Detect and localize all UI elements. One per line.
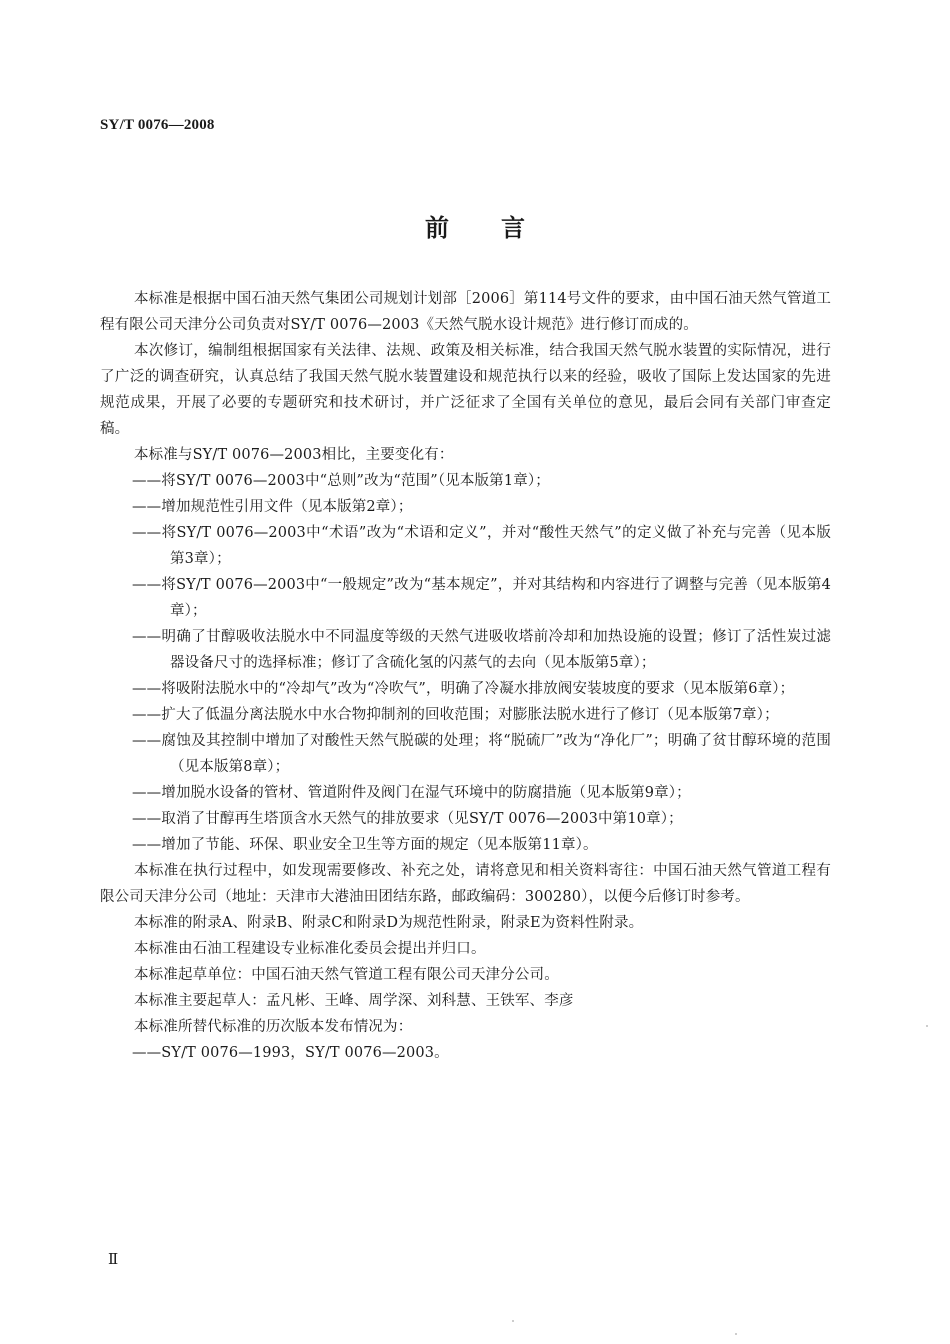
change-item: ——增加规范性引用文件（见本版第2章）； (132, 499, 413, 515)
scan-speck (735, 1333, 737, 1335)
paragraph-history-intro: 本标准所替代标准的历次版本发布情况为： (134, 1019, 413, 1035)
change-item: ——将SY/T 0076—2003中“总则”改为“范围”（见本版第1章）； (132, 473, 550, 489)
paragraph-revision-process: 本次修订，编制组根据国家有关法律、法规、政策及相关标准，结合我国天然气脱水装置的实际情况，进行了广泛的调查研究，认真总结了我国天然气脱水装置建设和规范执行以来的经验，吸收了国际上发达国家的先进规范成果，开展了必要的专题研究和技术研讨，并广泛征求了全国有关单位的意见，最后会同有关部门审查定稿。 (100, 343, 831, 437)
paragraph-basis: 本标准是根据中国石油天然气集团公司规划计划部［2006］第114号文件的要求，由中国石油天然气管道工程有限公司天津分公司负责对SY/T 0076—2003《天然气脱水设计规范》进行修订而成的。 (100, 291, 831, 333)
scan-speck (512, 1320, 514, 1322)
paragraph-drafters: 本标准主要起草人：孟凡彬、王峰、周学深、刘科慧、王铁军、李彦 (134, 993, 574, 1009)
standard-code: SY/T 0076—2008 (100, 117, 215, 133)
change-item: ——增加了节能、环保、职业安全卫生等方面的规定（见本版第11章）。 (132, 837, 598, 853)
change-item: ——腐蚀及其控制中增加了对酸性天然气脱碳的处理；将“脱硫厂”改为“净化厂”；明确了贫甘醇环境的范围（见本版第8章）； (132, 733, 831, 775)
change-item: ——将吸附法脱水中的“冷却气”改为“冷吹气”，明确了冷凝水排放阀安装坡度的要求（见本版第6章）； (132, 681, 795, 697)
paragraph-drafting-unit: 本标准起草单位：中国石油天然气管道工程有限公司天津分公司。 (134, 967, 559, 983)
change-item: ——增加脱水设备的管材、管道附件及阀门在湿气环境中的防腐措施（见本版第9章）； (132, 785, 691, 801)
foreword-body (100, 286, 831, 1066)
history-item: ——SY/T 0076—1993，SY/T 0076—2003。 (132, 1045, 449, 1061)
paragraph-changes-intro: 本标准与SY/T 0076—2003相比，主要变化有： (134, 447, 454, 463)
change-item: ——明确了甘醇吸收法脱水中不同温度等级的天然气进吸收塔前冷却和加热设施的设置；修订了活性炭过滤器设备尺寸的选择标准；修订了含硫化氢的闪蒸气的去向（见本版第5章）； (132, 629, 831, 671)
paragraph-appendices: 本标准的附录A、附录B、附录C和附录D为规范性附录，附录E为资料性附录。 (134, 915, 644, 931)
change-item: ——扩大了低温分离法脱水中水合物抑制剂的回收范围；对膨胀法脱水进行了修订（见本版第7章）； (132, 707, 779, 723)
change-item: ——取消了甘醇再生塔顶含水天然气的排放要求（见SY/T 0076—2003中第10章）； (132, 811, 683, 827)
page-title (0, 208, 950, 243)
title-char-2: 言 (501, 214, 525, 242)
change-item: ——将SY/T 0076—2003中“术语”改为“术语和定义”，并对“酸性天然气”的定义做了补充与完善（见本版第3章）； (132, 525, 831, 567)
title-char-1: 前 (425, 214, 449, 242)
scan-speck (926, 1025, 928, 1027)
change-item: ——将SY/T 0076—2003中“一般规定”改为“基本规定”，并对其结构和内容进行了调整与完善（见本版第4章）； (132, 577, 831, 619)
paragraph-proposer: 本标准由石油工程建设专业标准化委员会提出并归口。 (134, 941, 486, 957)
paragraph-feedback: 本标准在执行过程中，如发现需要修改、补充之处，请将意见和相关资料寄往：中国石油天然气管道工程有限公司天津分公司（地址：天津市大港油田团结东路，邮政编码：300280），以便今后修订时参考。 (100, 863, 831, 905)
page-number: Ⅱ (108, 1252, 119, 1268)
